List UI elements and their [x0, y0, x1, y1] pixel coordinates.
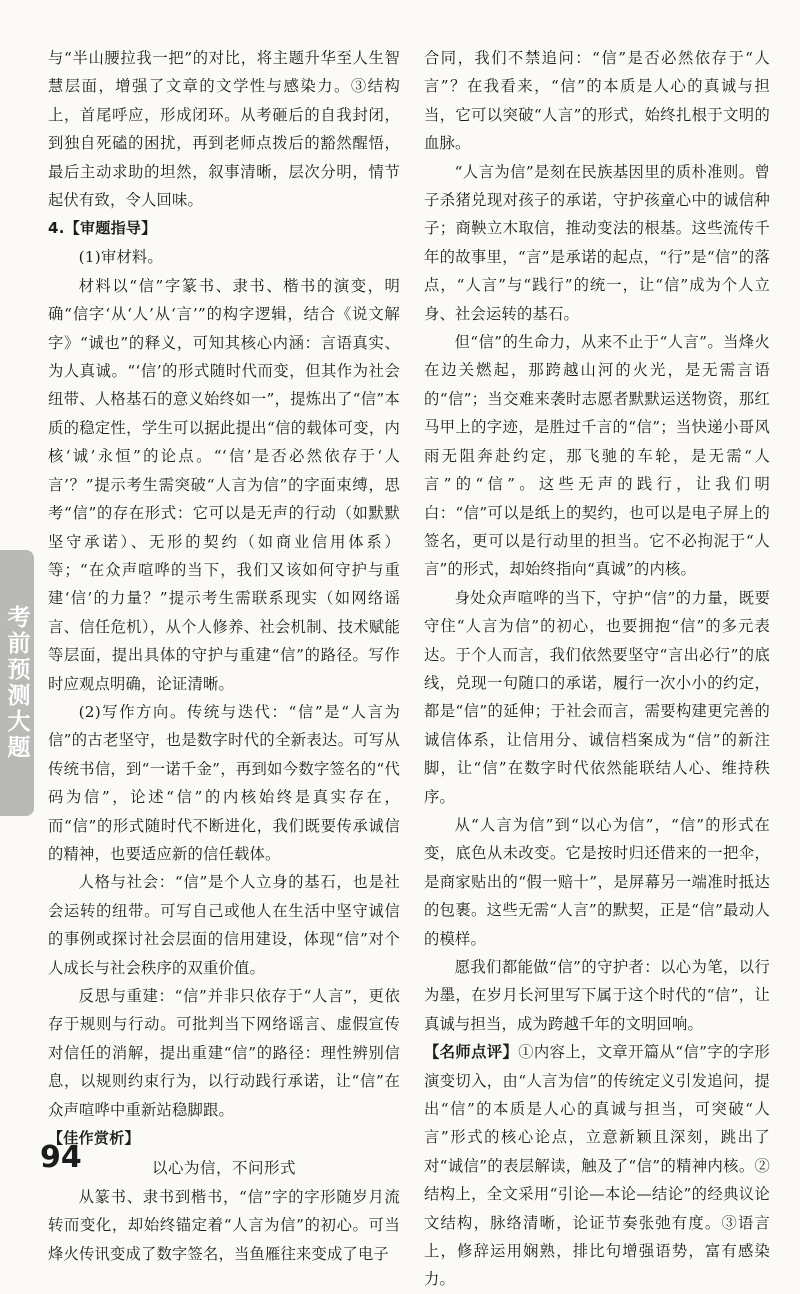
essay-title: 以心为信，不问形式: [151, 1159, 296, 1178]
essay-paragraph-5: 从“人言为信”到“以心为信”，“信”的形式在变，底色从未改变。它是按时归还借来的一把伞，是商家贴出的“假一赔十”，是屏幕另一端准时抵达的包裹。这些无需“人言”的默契，正是“信”最动人的模样。: [424, 815, 770, 948]
direction-paragraph-1: (2)写作方向。传统与迭代：“信”是“人言为信”的古老坚守，也是数字时代的全新表达。可写从传统书信，到“一诺千金”，再到如今数字签名的“代码为信”，论述“信”的内核始终是真实存在，而“信”的形式随时代不断进化，我们既要传承诚信的精神，也要适应新的信任载体。: [48, 702, 400, 863]
essay-paragraph-4: 身处众声喧哗的当下，守护“信”的力量，既要守住“人言为信”的初心，也要拥抱“信”的多元表达。于个人而言，我们依然要坚守“言出必行”的底线，兑现一句随口的承诺，履行一次小小的约定，都是“信”的延伸；于社会而言，需要构建更完善的诚信体系，让信用分、诚信档案成为“信”的新注脚，让“信”在数字时代依然能联结人心、维持秩序。: [424, 588, 770, 806]
question-4-heading: 4.【审题指导】: [48, 219, 157, 238]
direction-paragraph-2: 人格与社会：“信”是个人立身的基石，也是社会运转的纽带。可写自己或他人在生活中坚守诚信的事例或探讨社会层面的信用建设，体现“信”对个人成长与社会秩序的双重价值。: [48, 873, 400, 977]
essay-paragraph-6: 愿我们都能做“信”的守护者：以心为笔，以行为墨，在岁月长河里写下属于这个时代的“信”，让真诚与担当，成为跨越千年的文明回响。: [424, 958, 770, 1033]
essay-paragraph-1: 从篆书、隶书到楷书，“信”字的字形随岁月流转而变化，却始终锚定着“人言为信”的初心。可当烽火传讯变成了数字签名，当鱼雁往来变成了电子: [48, 1188, 400, 1263]
teacher-comment-heading: 【名师点评】: [424, 1043, 519, 1062]
left-column: [48, 44, 400, 1268]
subheading-material: (1)审材料。: [78, 248, 163, 267]
intro-paragraph: 与“半山腰拉我一把”的对比，将主题升华至人生智慧层面，增强了文章的文学性与感染力。③结构上，首尾呼应，形成闭环。从考砸后的自我封闭，到独自死磕的困扰，再到老师点拨后的豁然醒悟，最后主动求助的坦然，叙事清晰，层次分明，情节起伏有致，令人回味。: [48, 49, 400, 210]
essay-paragraph-1-cont: 合同，我们不禁追问：“信”是否必然依存于“人言”？在我看来，“信”的本质是人心的真诚与担当，它可以突破“人言”的形式，始终扎根于文明的血脉。: [424, 49, 770, 153]
right-column: [424, 44, 770, 1294]
subheading-direction: (2)写作方向。: [78, 702, 187, 721]
appreciation-heading: 【佳作赏析】: [48, 1129, 140, 1148]
teacher-comment: 【名师点评】①内容上，文章开篇从“信”字的字形演变切入，由“人言为信”的传统定义引发追问，提出“信”的本质是人心的真诚与担当，可突破“人言”形式的核心论点，立意新颖且深刻，跳出了对“诚信”的表层解读，触及了“信”的精神内核。②结构上，全文采用“引论—本论—结论”的经典议论文结构，脉络清晰，论证节奏张弛有度。③语言上，修辞运用娴熟，排比句增强语势，富有感染力。: [424, 1043, 770, 1289]
side-section-tab: [0, 550, 34, 816]
material-paragraph: 材料以“信”字篆书、隶书、楷书的演变，明确“信字‘从‘人’从‘言’”的构字逻辑，结合《说文解字》“诚也”的释义，可知其核心内涵：言语真实、为人真诚。“‘信’的形式随时代而变，但其作为社会纽带、人格基石的意义始终如一”，提炼出了“信”本质的稳定性，学生可以据此提出“信的载体可变，内核‘诚’永恒”的论点。“‘信’是否必然依存于‘人言’？”提示考生需突破“人言为信”的字面束缚，思考“信”的存在形式：它可以是无声的行动（如默默坚守承诺）、无形的契约（如商业信用体系）等；“在众声喧哗的当下，我们又该如何守护与重建‘信’的力量？”提示考生需联系现实（如网络谣言、信任危机），从个人修养、社会机制、技术赋能等层面，提出具体的守护与重建“信”的路径。写作时应观点明确，论证清晰。: [48, 276, 400, 693]
side-tab-label: 考前预测大题: [3, 605, 30, 761]
page-number: 94: [40, 1140, 82, 1175]
essay-paragraph-2: “人言为信”是刻在民族基因里的质朴准则。曾子杀猪兑现对孩子的承诺，守护孩童心中的诚信种子；商鞅立木取信，推动变法的根基。这些流传千年的故事里，“言”是承诺的起点，“行”是“信”的落点，“人言”与“践行”的统一，让“信”成为个人立身、社会运转的基石。: [424, 162, 770, 323]
essay-paragraph-3: 但“信”的生命力，从来不止于“人言”。当烽火在边关燃起，那跨越山河的火光，是无需言语的“信”；当交难来袭时志愿者默默运送物资，那红马甲上的字迹，是胜过千言的“信”；当快递小哥风雨无阻奔赴约定，那飞驰的车轮，是无需“人言”的“信”。这些无声的践行，让我们明白：“信”可以是纸上的契约，也可以是电子屏上的签名，更可以是行动里的担当。它不必拘泥于“人言”的形式，却始终指向“真诚”的内核。: [424, 333, 770, 579]
direction-paragraph-3: 反思与重建：“信”并非只依存于“人言”，更依存于规则与行动。可批判当下网络谣言、虚假宣传对信任的消解，提出重建“信”的路径：理性辨别信息，以规则约束行为，以行动践行承诺，让“信”在众声喧哗中重新站稳脚跟。: [48, 987, 400, 1119]
